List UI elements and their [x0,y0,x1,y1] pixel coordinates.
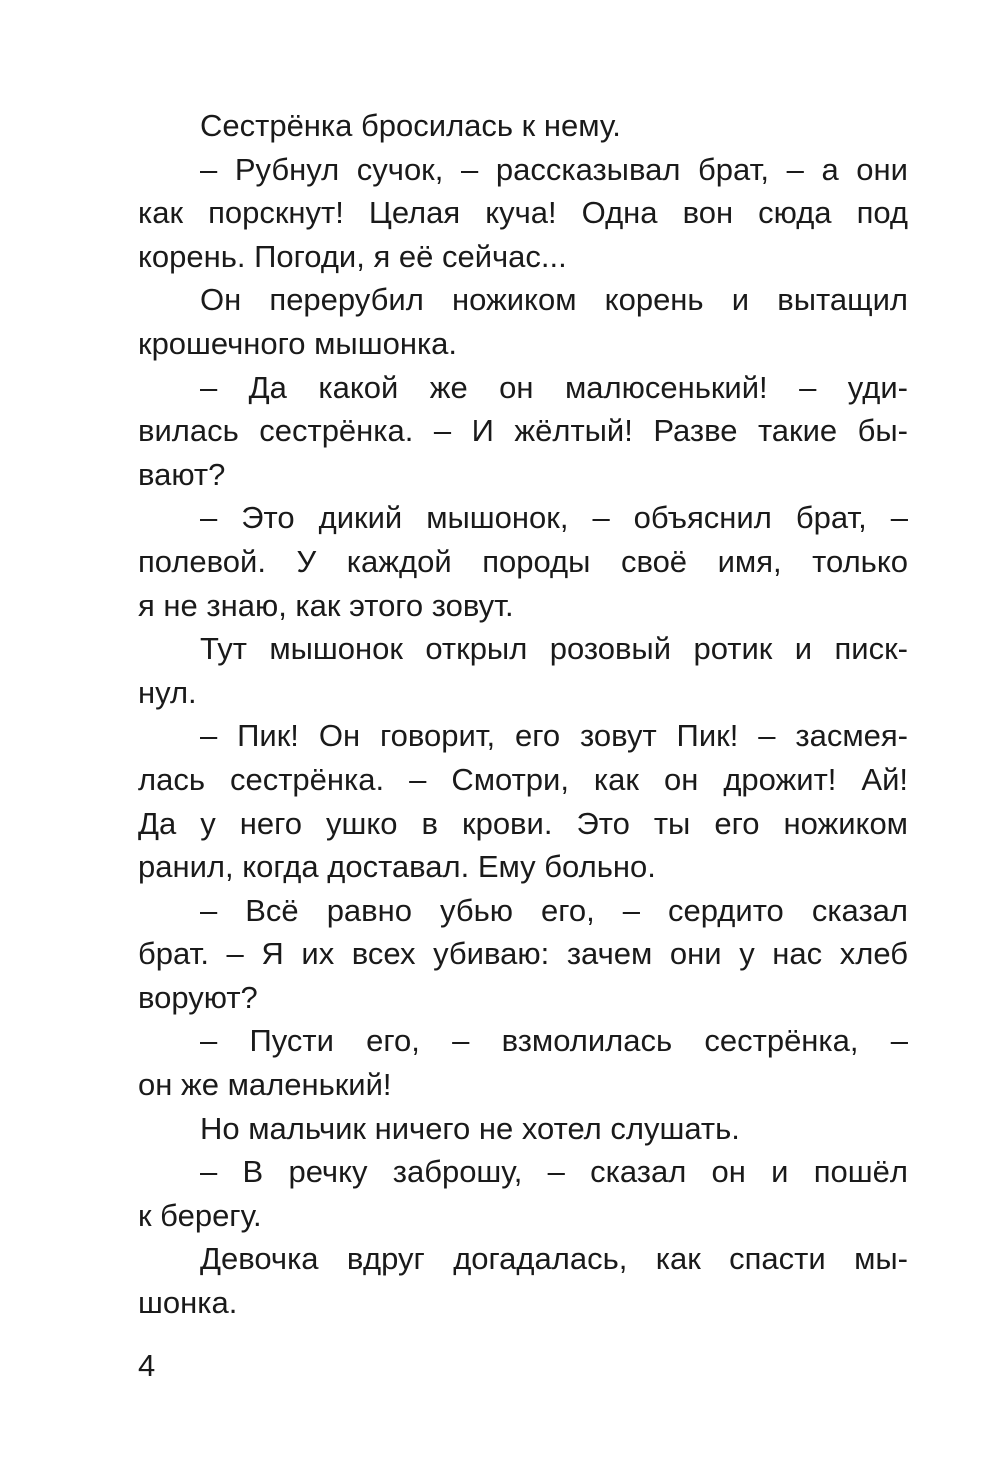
text-line: корень. Погоди, я её сейчас... [138,238,567,274]
text-line: – Рубнул сучок, – рассказывал брат, – а они [200,151,908,187]
paragraph [138,627,908,714]
text-line: Он перерубил ножиком корень и вытащил [200,282,908,318]
page-body [138,104,908,1325]
text-line: – Пусти его, – взмолилась сестрёнка, – [200,1023,908,1059]
text-line: Но мальчик ничего не хотел слушать. [200,1110,740,1146]
text-line: – Да какой же он малюсенький! – уди- [200,369,908,405]
text-line: Девочка вдруг догадалась, как спасти мы- [200,1241,908,1277]
paragraph [138,889,908,1020]
paragraph [138,366,908,497]
text-line: Сестрёнка бросилась к нему. [200,108,621,143]
text-line: – Пик! Он говорит, его зовут Пик! – засмея- [200,718,908,754]
paragraph [138,1019,908,1106]
text-line: вают? [138,456,226,492]
paragraph [138,714,908,888]
text-line: – В речку заброшу, – сказал он и пошёл [200,1154,908,1190]
paragraph [138,278,908,365]
text-line: брат. – Я их всех убиваю: зачем они у нас хлеб [138,936,908,972]
text-line: – Всё равно убью его, – сердито сказал [200,892,908,928]
paragraph [138,1150,908,1237]
text-line: к берегу. [138,1197,262,1233]
paragraph [138,1237,908,1324]
text-line: полевой. У каждой породы своё имя, только [138,543,908,579]
text-line: он же маленький! [138,1067,392,1103]
text-line: шонка. [138,1285,238,1321]
text-line: воруют? [138,979,258,1015]
text-line: как порскнут! Целая куча! Одна вон сюда под [138,195,908,231]
paragraph [138,148,908,279]
paragraph [138,1107,908,1151]
text-line: Тут мышонок открыл розовый ротик и писк- [200,631,908,667]
text-line: – Это дикий мышонок, – объяснил брат, – [200,500,908,536]
text-line: ранил, когда доставал. Ему больно. [138,849,656,885]
text-line: лась сестрёнка. – Смотри, как он дрожит! Ай! [138,761,908,797]
page-number: 4 [138,1348,156,1383]
text-line: я не знаю, как этого зовут. [138,587,514,623]
text-line: вилась сестрёнка. – И жёлтый! Разве такие бы- [138,413,908,449]
paragraph [138,104,908,148]
text-line: крошечного мышонка. [138,325,458,361]
text-line: нул. [138,674,197,710]
text-line: Да у него ушко в крови. Это ты его ножиком [138,805,908,841]
paragraph [138,496,908,627]
